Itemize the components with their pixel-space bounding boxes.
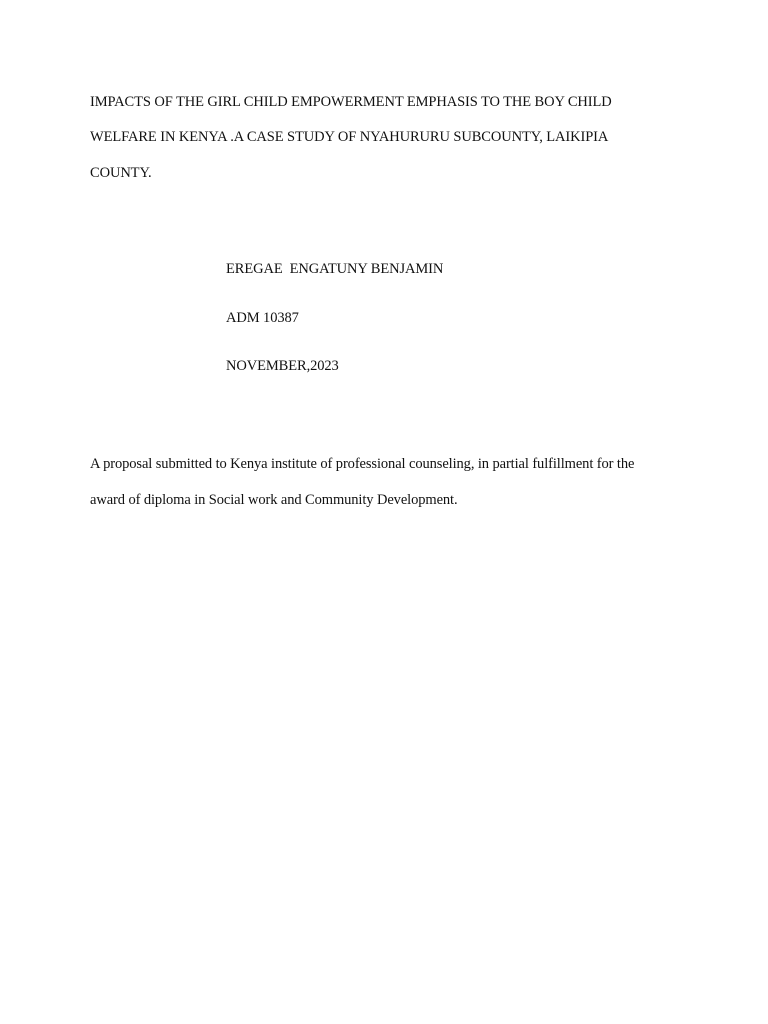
author-name: EREGAE ENGATUNY BENJAMIN — [226, 261, 444, 277]
title-line-2: WELFARE IN KENYA .A CASE STUDY OF NYAHURURU SUBCOUNTY, LAIKIPIA — [90, 129, 609, 145]
statement-line-1: A proposal submitted to Kenya institute of professional counseling, in partial fulfillment for the — [90, 456, 635, 472]
title-line-1: IMPACTS OF THE GIRL CHILD EMPOWERMENT EMPHASIS TO THE BOY CHILD — [90, 94, 612, 110]
submission-date: NOVEMBER,2023 — [226, 358, 339, 374]
title-line-3: COUNTY. — [90, 165, 152, 181]
admission-number: ADM 10387 — [226, 310, 299, 326]
statement-line-2: award of diploma in Social work and Community Development. — [90, 492, 458, 508]
